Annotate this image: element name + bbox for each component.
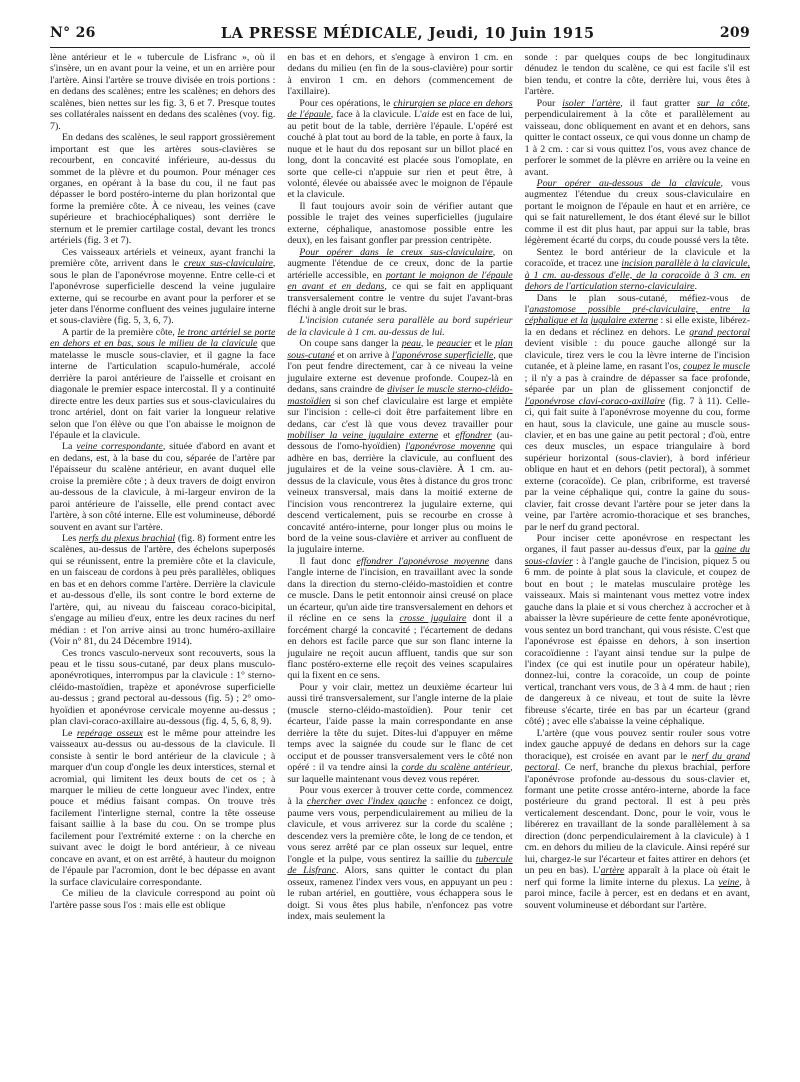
paragraph: Ces vaisseaux artériels et veineux, ayant franchi la première côte, arrivent dans le creux sus-claviculaire, sous le plan de l'aponévrose moyenne. Entre celle-ci et l'aponévrose superficielle descend la veine jugulaire externe, qui se recourbe en avant pour la perforer et se jeter dans l'énorme confluent des veines jugulaire interne et sous-clavière (fig. 5, 3, 6, 7). bbox=[50, 246, 276, 327]
header-rule bbox=[50, 47, 750, 48]
article-body bbox=[50, 52, 750, 1077]
paragraph: sonde : par quelques coups de bec longitudinaux dénudez le tendon du scalène, ce qui est facile s'il est bien tendu, et contre la côte, derrière lui, vous êtes à l'artère. bbox=[524, 52, 750, 98]
paragraph: Ce milieu de la clavicule correspond au point où l'artère passe sous l'os : mais elle est oblique bbox=[50, 888, 276, 911]
paragraph: Pour inciser cette aponévrose en respectant les organes, il faut passer au-dessus d'eux, par la gaine du sous-clavier : à l'angle gauche de l'incision, piquez 5 ou 6 mm. de pointe à plat sous la clavicule, et coupez de bout en bout ; le matelas musculaire protège les vaisseaux. Mais si maintenant vous mettez votre index gauche dans la plaie et si vous cherchez à accrocher et à abaisser la lèvre supérieure de cette fente aponévrotique, vous sentez un bord tranchant, qui vous résiste. C'est que l'aponévrose est épaisse en dehors, à son insertion coracoïdienne : l'ayant ainsi tendue sur la pulpe de l'index (ce qui est inutile pour un opérateur habile), donnez-lui, contre la coracoïde, un coup de pointe vertical, tranchant vers vous, de 3 à 4 mm. de haut ; rien de dangereux à ce niveau, et tout de suite la lèvre fibreuse s'écarte, tirée en bas par un écarteur (grand côté) ; avec elle s'abaisse la veine céphalique. bbox=[524, 533, 750, 728]
paragraph: Il faut donc effondrer l'aponévrose moyenne dans l'angle interne de l'incision, en travaillant avec la sonde dans la direction du sterno-cléido-mastoïdien et contre ce muscle. Dans le petit entonnoir ainsi creusé on place un écarteur, qu'un aide tire transversalement en dehors et il récline en ce sens la crosse jugulaire dont il a forcément chargé la concavité ; l'écartement de dedans en dehors est facile parce que sur son flanc interne la jugulaire ne reçoit aucun affluent, tandis que sur son flanc postéro-externe elle reçoit des veines scapulaires qui la fixent en ce sens. bbox=[287, 555, 513, 682]
paragraph: Pour opérer au-dessous de la clavicule, vous augmentez l'étendue du creux sous-claviculaire en portant le moignon de l'épaule en haut et en arrière, ce qui se fait naturellement, le dos étant élevé sur le billot comme il est dit plus haut, par appui sur la table, bras légèrement écarté du corps, du coude poussé vers la tête. bbox=[524, 177, 750, 247]
page-number: 209 bbox=[719, 25, 750, 41]
paragraph: en bas et en dehors, et s'engage à environ 1 cm. en dedans du milieu (en fin de la sous-clavière) pour sortir à environ 1 cm. en dehors (commencement de l'axillaire). bbox=[287, 52, 513, 98]
paragraph: Pour ces opérations, le chirurgien se place en dehors de l'épaule, face à la clavicule. L'aide est en face de lui, au petit bout de la table, derrière l'épaule. L'opéré est couché à plat tout au bord de la table, en porte à faux, la nuque et le haut du dos reposant sur un billot placé en long, dont la concavité est placée sous l'omoplate, en sorte que celle-ci n'appuie sur rien et peut être, à volonté, élevée ou abaissée avec le moignon de l'épaule et la clavicule. bbox=[287, 97, 513, 201]
paragraph: Dans le plan sous-cutané, méfiez-vous de l'anastomose possible pré-claviculaire, entre la céphalique et la jugulaire externe : si elle existe, libérez-la en dedans et réclinez en dehors. Le grand pectoral devient visible : du pouce gauche allongé sur la clavicule, tirez vers le cou la lèvre interne de l'incision cutanée, et à pleine lame, en rasant l'os, coupez le muscle ; il n'y a pas à craindre de dépasser sa face profonde, séparée par un plan de glissement conjonctif de l'aponévrose clavi-coraco-axillaire (fig. 7 à 11). Celle-ci, qui fait suite à l'aponévrose moyenne du cou, forme en haut, sous la clavicule, une gaine au muscle sous-clavier, et en bas une gaine au petit pectoral ; d'où, entre ces deux muscles, un espace triangulaire à bord supérieur horizontal (sous-clavier), à bord inférieur oblique en haut et en dehors (petit pectoral), à sommet externe (coracoïde). Ce plan, cribriforme, est traversé par la veine céphalique qui, contre la gaine du sous-clavier, fait crosse devant l'artère pour se jeter dans la veine, par l'artère acromio-thoracique et ses branches, par le nerf du grand pectoral. bbox=[524, 292, 750, 533]
column-3 bbox=[525, 52, 750, 1077]
journal-title: LA PRESSE MÉDICALE, Jeudi, 10 Juin 1915 bbox=[220, 24, 595, 42]
column-1 bbox=[50, 52, 275, 1077]
paragraph: Ces troncs vasculo-nerveux sont recouverts, sous la peau et le tissu sous-cutané, par deux plans musculo-aponévrotiques, interrompus par la clavicule : 1° sterno-cléido-mastoïdien, trapèze et aponévrose superficielle au-dessus ; grand pectoral au-dessous (fig. 5) ; 2° omo-hyoïdien et aponévrose cervicale moyenne au-dessus ; plan clavi-coraco-axillaire au-dessous (fig. 4, 5, 6, 8, 9). bbox=[50, 647, 276, 728]
paragraph: A partir de la première côte, le tronc artériel se porte en dehors et en bas, sous le milieu de la clavicule que matelasse le muscle sous-clavier, et il gagne la face interne de l'articulation scapulo-humérale, accolé derrière la paroi antérieure de l'aisselle et croisant en diagonale le premier espace intercostal. Il y a continuité directe entre les deux parties sus et sous-claviculaires du tronc artériel, dont on fait varier la longueur relative selon que l'on élève ou que l'on abaisse le moignon de l'épaule et la clavicule. bbox=[50, 326, 276, 441]
paragraph: Pour vous exercer à trouver cette corde, commencez à la chercher avec l'index gauche : enfoncez ce doigt, paume vers vous, perpendiculairement au milieu de la clavicule, et vous arriverez sur la corde du scalène ; descendez vers la première côte, le long de ce tendon, et vous serez arrêté par ce plan osseux sur lequel, entre l'ongle et la pulpe, vous sentirez la saillie du tubercule de Lisfranc. Alors, sans quitter le contact du plan osseux, ramenez l'index vers vous, en appuyant un peu : le ruban artériel, en gouttière, vous échappera sous le doigt. Si vous êtes plus habile, n'enfoncez pas votre index, mais seulement la bbox=[287, 785, 513, 922]
paragraph: Le repérage osseux est le même pour atteindre les vaisseaux au-dessus ou au-dessous de la clavicule. Il consiste à sentir le bord antérieur de la clavicule ; à marquer d'un coup d'ongle les deux interstices, sternal et acromial, qui limitent les deux bouts de cet os ; à marquer le milieu de cette longueur avec l'index, entre pouce et médius faisant compas. On trouve très facilement l'interligne sternal, contre la tête osseuse faisant saillie à la base du cou. On se trompe plus facilement pour l'extrémité externe : on la cherche en suivant avec le doigt le bord antérieur, à ce niveau concave en avant, et on est arrêté, à hauteur du moignon de l'épaule par l'acromion, dont le bec dépasse en avant la surface claviculaire correspondante. bbox=[50, 727, 276, 888]
paragraph: La veine correspondante, située d'abord en avant et en dedans, est, à la base du cou, séparée de l'artère par l'épaisseur du scalène antérieur, en avant duquel elle croise la première côte ; à deux travers de doigt environ au-dessous de la clavicule, à mi-largeur environ de la paroi antérieure de l'aisselle, elle prend contact avec l'artère, à son côté interne. Elle est volumineuse, débordé souvent en avant sur l'artère. bbox=[50, 441, 276, 533]
paragraph: lène antérieur et le « tubercule de Lisfranc », où il s'insère, un en avant pour la veine, et un en arrière pour l'artère. Ainsi l'artère se trouve divisée en trois portions : en dedans des scalènes; entre les scalènes; en dehors des scalènes, bien nettes sur les fig. 3, 6 et 7. Presque toutes ses collatérales naissent en dedans des scalènes (voy. fig. 7). bbox=[50, 52, 276, 132]
paragraph: Pour isoler l'artère, il faut gratter sur la côte, perpendiculairement à la côte et parallèlement au vaisseau, donc obliquement en avant et en dehors, sans quitter le contact osseux, ce qui vous donne un champ de 1 à 2 cm. : car si vous quittez l'os, vous avez chance de perforer le sommet de la plèvre en arrière ou la veine en avant. bbox=[524, 97, 750, 178]
paragraph: L'incision cutanée sera parallèle au bord supérieur de la clavicule à 1 cm. au-dessus de lui. bbox=[287, 315, 513, 338]
paragraph: Les nerfs du plexus brachial (fig. 8) forment entre les scalènes, au-dessus de l'artère, des échelons superposés qui se réunissent, entre la première côte et la clavicule, en un faisceau de cordons à peu près parallèles, obliques en bas et en dehors comme l'artère. Derrière la clavicule et au-dessous d'elle, ils sont contre le bord externe de l'artère, qui, au niveau du faisceau coraco-bicipital, s'engage au milieu d'eux, entre les deux racines du nerf médian : et l'on arrive ainsi au tronc huméro-axillaire (Voir n° 81, du 24 Décembre 1914). bbox=[50, 533, 276, 648]
paragraph: L'artère (que vous pouvez sentir rouler sous votre index gauche appuyé de dedans en dehors sur la cage thoracique), est croisée en avant par le nerf du grand pectoral. Ce nerf, branche du plexus brachial, perfore l'aponévrose profonde au-dessous du sous-clavier et, formant une petite crosse antéro-interne, aborde la face postérieure du grand pectoral. Il est à peu près verticalement descendant. Donc, pour le voir, vous le libérerez en travaillant de la sonde parallèlement à sa direction (donc perpendiculairement à la clavicule) à 1 cm. en dehors du milieu de la clavicule. Ainsi repéré sur lui, chargez-le sur l'écarteur et faites attirer en dehors (et un peu en bas). L'artère apparaît à la place où était le nerf qui forme la limite interne du plexus. La veine, à paroi mince, facile à percer, est en dedans et en avant, souvent volumineuse et débordant sur l'artère. bbox=[524, 727, 750, 911]
issue-number: N° 26 bbox=[50, 25, 96, 41]
paragraph: On coupe sans danger la peau, le peaucier et le plan sous-cutané et on arrive à l'aponévrose superficielle, que l'on peut fendre directement, car à ce niveau la veine jugulaire externe est devenue profonde. Coupez-là en dedans, sans craindre de diviser le muscle sterno-cléido-mastoïdien si son chef claviculaire est large et empiète sur l'incision : celle-ci doit être parfaitement libre en dedans, car c'est là que vous devez travailler pour mobiliser la veine jugulaire externe et effondrer (au-dessous de l'omo-hyoïdien) l'aponévrose moyenne qui adhère en bas, derrière la clavicule, au confluent des jugulaires et de la veine sous-clavière. À 1 cm. au-dessus de la clavicule, vous êtes à distance du gros tronc veineux transversal, mais dans la moitié externe de l'incision vous rencontrerez la jugulaire externe, qui descend verticalement, puis se recourbe en crosse à concavité antéro-interne, pour longer plus ou moins le bord de la veine sous-clavière et arriver au confluent de la jugulaire interne. bbox=[287, 338, 513, 556]
paragraph: Pour y voir clair, mettez un deuxième écarteur lui aussi tiré transversalement, sur l'angle interne de la plaie (muscle sterno-cléido-mastoïdien). Pour tenir cet écarteur, l'aide passe la main correspondante en anse derrière la tête du sujet. Dites-lui d'appuyer en même temps avec la saignée du coude sur le flanc de cet occiput et de pousser transversalement vers le côté non opéré : il va tendre ainsi la corde du scalène antérieur, sur laquelle maintenant vous devez vous repérer. bbox=[287, 681, 513, 785]
paragraph: En dedans des scalènes, le seul rapport grossièrement important est que les artères sous-clavières se recourbent, en concavité inférieure, au-dessus du sommet de la plèvre et du poumon. Pour ménager ces organes, en opérant à la base du cou, il ne faut pas dépasser le bord postéro-interne du plan horizontal que forme la première côte. À ce niveau, les veines (cave supérieure et brachiocéphaliques) sont derrière le sternum et le premier cartilage costal, devant les troncs artériels (fig. 3 et 7). bbox=[50, 132, 276, 247]
paragraph: Il faut toujours avoir soin de vérifier autant que possible le trajet des veines superficielles (jugulaire externe, céphalique, anastomose possible entre les deux), en les faisant gonfler par pression centripète. bbox=[287, 200, 513, 247]
paragraph: Pour opérer dans le creux sus-claviculaire, on augmente l'étendue de ce creux, donc de la partie artérielle accessible, en portant le moignon de l'épaule en avant et en dedans, ce qui se fait en appliquant transversalement contre le ventre du sujet l'avant-bras fléchi à angle droit sur le bras. bbox=[287, 246, 513, 315]
column-2 bbox=[287, 52, 512, 1077]
running-header bbox=[50, 20, 750, 46]
paragraph: Sentez le bord antérieur de la clavicule et la coracoïde, et tracez une incision parallèle à la clavicule, à 1 cm. au-dessous d'elle, de la coracoïde à 3 cm. en dehors de l'articulation sterno-claviculaire. bbox=[524, 246, 750, 293]
